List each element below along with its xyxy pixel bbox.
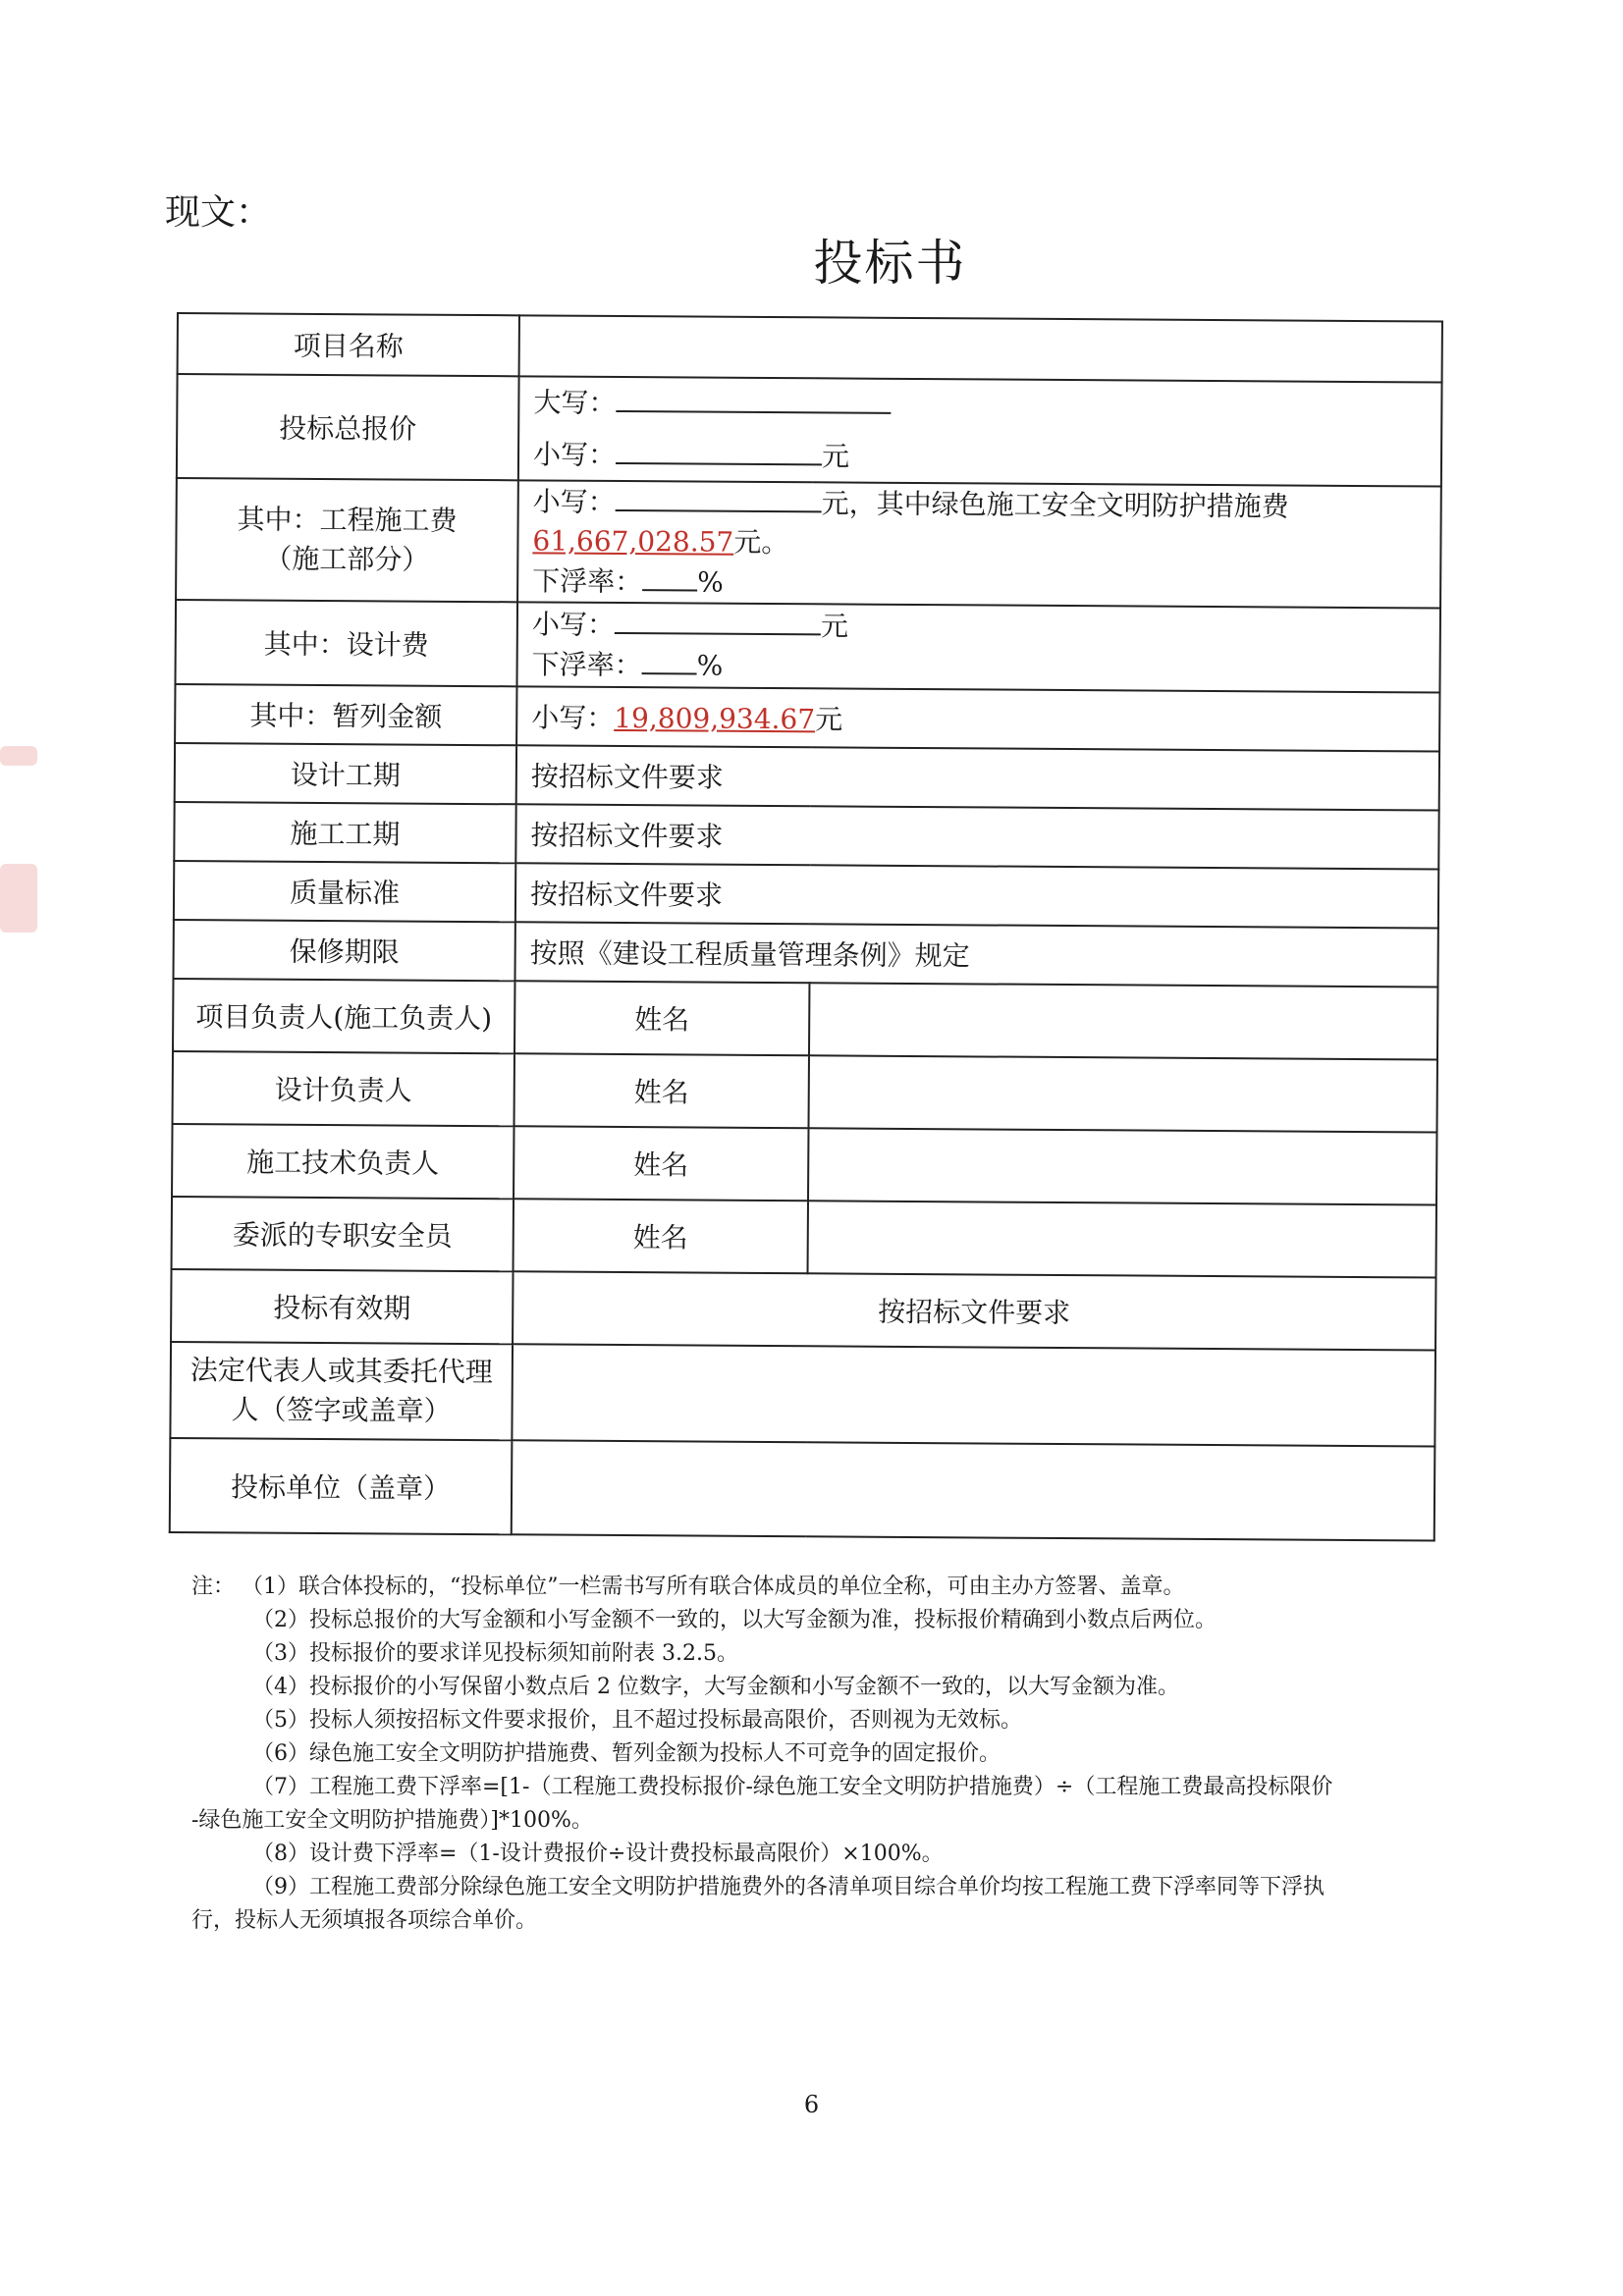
- table-row: [175, 684, 1439, 752]
- document-title: 投标书: [813, 235, 967, 292]
- yuan-unit: 元: [815, 703, 843, 736]
- construction-label-line2: （施工部分）: [264, 542, 430, 576]
- lower-case-prefix: 小写：: [532, 485, 616, 518]
- table-row: [171, 1269, 1435, 1351]
- note-item: （7）工程施工费下浮率=[1-（工程施工费投标报价-绿色施工安全文明防护措施费）÷（工程施工费最高投标限价: [252, 1775, 1333, 1799]
- header-label: 现文：: [165, 192, 272, 233]
- note-item: （9）工程施工费部分除绿色施工安全文明防护措施费外的各清单项目综合单价均按工程施工费下浮率同等下浮执: [252, 1875, 1325, 1899]
- construction-amount-blank[interactable]: [616, 482, 822, 512]
- person-name-label: 姓名: [514, 981, 809, 1055]
- lower-case-prefix: 小写：: [531, 608, 616, 641]
- note-item: （3）投标报价的要求详见投标须知前附表 3.2.5。: [252, 1641, 738, 1666]
- person-role: 项目负责人(施工负责人): [173, 979, 514, 1053]
- validity-period-value: 按招标文件要求: [513, 1271, 1435, 1350]
- design-fee-label: 其中：设计费: [175, 600, 517, 686]
- construction-fee-label: [176, 478, 518, 602]
- person-name-label: 姓名: [514, 1126, 808, 1201]
- yuan-unit: 元: [821, 440, 850, 473]
- provisional-sum-label: 其中：暂列金额: [175, 684, 516, 745]
- notes-prefix: 注：: [191, 1575, 236, 1599]
- lower-case-amount-blank[interactable]: [616, 435, 822, 465]
- construction-fee-cell: [517, 480, 1441, 608]
- quality-standard-value: 按招标文件要求: [515, 863, 1438, 928]
- design-fee-cell: [516, 602, 1440, 692]
- table-row: [170, 1438, 1435, 1541]
- design-period-label: 设计工期: [175, 743, 516, 804]
- construction-rate-blank[interactable]: [642, 561, 697, 591]
- note-item: （2）投标总报价的大写金额和小写金额不一致的，以大写金额为准，投标报价精确到小数点后两位。: [252, 1608, 1217, 1632]
- person-role: 委派的专职安全员: [172, 1197, 514, 1271]
- note-item: （5）投标人须按招标文件要求报价，且不超过投标最高限价，否则视为无效标。: [252, 1708, 1022, 1733]
- person-name-value[interactable]: [809, 1055, 1437, 1132]
- bid-form-table: [169, 312, 1443, 1542]
- percent-sign: %: [697, 565, 724, 599]
- project-name-label: 项目名称: [178, 313, 519, 376]
- table-row: [177, 374, 1442, 487]
- bidder-unit-label: 投标单位（盖章）: [170, 1438, 513, 1534]
- note-item: -绿色施工安全文明防护措施费）]*100%。: [191, 1808, 593, 1833]
- table-row: [172, 1197, 1436, 1278]
- project-name-value[interactable]: [519, 315, 1442, 382]
- design-period-value: 按招标文件要求: [516, 745, 1439, 810]
- table-row: [173, 920, 1437, 988]
- bidder-unit-seal[interactable]: [512, 1440, 1435, 1540]
- provisional-amount: 19,809,934.67: [614, 701, 816, 736]
- note-item: （6）绿色施工安全文明防护措施费、暂列金额为投标人不可竞争的固定报价。: [252, 1741, 1001, 1766]
- quality-standard-label: 质量标准: [174, 861, 515, 922]
- table-row: [172, 1124, 1436, 1205]
- red-seal-mark: [0, 746, 37, 766]
- validity-period-label: 投标有效期: [171, 1269, 513, 1344]
- design-rate-blank[interactable]: [642, 645, 697, 674]
- person-name-value[interactable]: [808, 1201, 1436, 1277]
- lower-case-prefix: 小写：: [531, 701, 615, 734]
- upper-case-prefix: 大写：: [533, 386, 617, 419]
- table-row: [173, 1051, 1437, 1133]
- construction-label-line1: 其中：工程施工费: [237, 503, 458, 537]
- person-name-value[interactable]: [809, 983, 1437, 1059]
- table-row: [174, 861, 1438, 929]
- legal-rep-line2: 人（签字或盖章）: [231, 1393, 452, 1427]
- person-name-value[interactable]: [808, 1128, 1436, 1204]
- note-item: （1）联合体投标的，“投标单位”一栏需书写所有联合体成员的单位全称，可由主办方签署、盖章。: [242, 1575, 1185, 1599]
- table-row: [173, 979, 1437, 1060]
- percent-sign: %: [696, 649, 724, 682]
- table-row: [175, 600, 1440, 693]
- construction-period-value: 按招标文件要求: [515, 804, 1438, 869]
- page-number: 6: [803, 2091, 820, 2118]
- yuan-unit: 元: [820, 610, 849, 643]
- person-role: 设计负责人: [173, 1051, 514, 1126]
- notes-section: [191, 1571, 1458, 1938]
- total-price-cell: [518, 376, 1442, 486]
- table-row: [178, 313, 1442, 383]
- lower-case-prefix: 小写：: [532, 438, 617, 471]
- table-row: [175, 743, 1439, 811]
- rate-prefix: 下浮率：: [531, 648, 642, 682]
- green-fee-amount: 61,667,028.57: [532, 524, 734, 559]
- provisional-sum-cell: [516, 686, 1439, 751]
- person-role: 施工技术负责人: [172, 1124, 514, 1199]
- table-row: [174, 802, 1438, 870]
- table-row: [176, 478, 1441, 609]
- table-row: [170, 1342, 1435, 1447]
- warranty-period-label: 保修期限: [173, 920, 514, 981]
- person-name-label: 姓名: [514, 1199, 808, 1273]
- warranty-period-value: 按照《建设工程质量管理条例》规定: [514, 922, 1437, 987]
- legal-rep-line1: 法定代表人或其委托代理: [189, 1354, 493, 1389]
- upper-case-amount-blank[interactable]: [616, 383, 891, 414]
- design-amount-blank[interactable]: [615, 605, 821, 635]
- red-seal-mark: [0, 864, 37, 933]
- note-item: （8）设计费下浮率=（1-设计费报价÷设计费投标最高限价）×100%。: [252, 1842, 944, 1866]
- total-price-label: 投标总报价: [177, 374, 519, 480]
- note-item: 行，投标人无须填报各项综合单价。: [191, 1908, 538, 1933]
- construction-period-label: 施工工期: [174, 802, 515, 863]
- legal-representative-label: [170, 1342, 513, 1440]
- legal-representative-signature[interactable]: [512, 1344, 1435, 1446]
- construction-suffix: 元，其中绿色施工安全文明防护措施费: [821, 487, 1289, 523]
- note-item: （4）投标报价的小写保留小数点后 2 位数字，大写金额和小写金额不一致的，以大写金额为准。: [252, 1675, 1179, 1699]
- person-name-label: 姓名: [514, 1053, 809, 1128]
- green-fee-suffix: 元。: [733, 525, 789, 560]
- rate-prefix: 下浮率：: [532, 564, 643, 599]
